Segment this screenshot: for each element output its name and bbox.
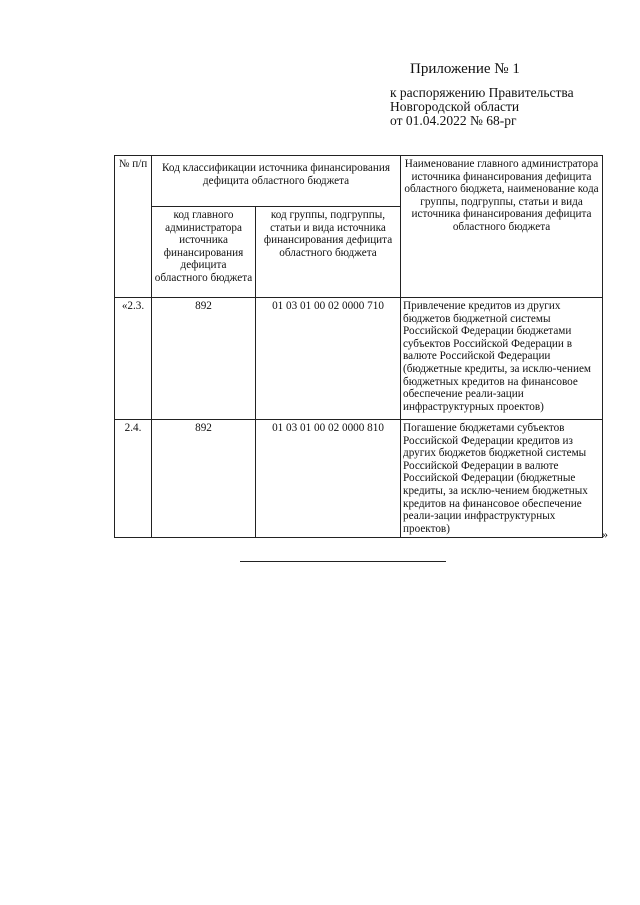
row-name: Погашение бюджетами субъектов Российской Федерации кредитов из других бюджетов бюджетной системы Российской Федерации в валюте Российской Федерации (бюджетные кредиты, за исклю-чением бюджетных кредитов на финансовое обеспечение реали-зации инфраструктурных проектов) (401, 420, 603, 538)
header-num: № п/п (115, 156, 152, 298)
table-header-row-1 (115, 156, 603, 207)
header-name: Наименование главного администратора источника финансирования дефицита областного бюджета, наименование кода группы, подгруппы, статьи и вида источника финансирования дефицита областного бюджета (401, 156, 603, 298)
closing-quote: » (602, 527, 608, 541)
appendix-line-2: Новгородской области (390, 99, 520, 114)
row-group-code: 01 03 01 00 02 0000 710 (256, 298, 401, 420)
classification-table (114, 155, 603, 538)
appendix-line-3: от 01.04.2022 № 68-рг (390, 113, 517, 128)
header-admin-code: код главного администратора источника финансирования дефицита областного бюджета (152, 207, 256, 298)
appendix-title: Приложение № 1 (410, 61, 520, 77)
header-group-code: код группы, подгруппы, статьи и вида источника финансирования дефицита областного бюджета (256, 207, 401, 298)
row-num: «2.3. (115, 298, 152, 420)
end-divider-line (240, 561, 446, 562)
row-num: 2.4. (115, 420, 152, 538)
row-group-code: 01 03 01 00 02 0000 810 (256, 420, 401, 538)
appendix-block (390, 60, 620, 128)
table-row (115, 420, 603, 538)
row-admin-code: 892 (152, 420, 256, 538)
table-row (115, 298, 603, 420)
appendix-line-1: к распоряжению Правительства (390, 85, 574, 100)
row-name: Привлечение кредитов из других бюджетов бюджетной системы Российской Федерации бюджетами субъектов Российской Федерации в валюте Российской Федерации (бюджетные кредиты, за исклю-чением бюджетных кредитов на финансовое обеспечение реали-зации инфраструктурных проектов) (401, 298, 603, 420)
row-admin-code: 892 (152, 298, 256, 420)
header-classification-group: Код классификации источника финансирования дефицита областного бюджета (152, 156, 401, 207)
